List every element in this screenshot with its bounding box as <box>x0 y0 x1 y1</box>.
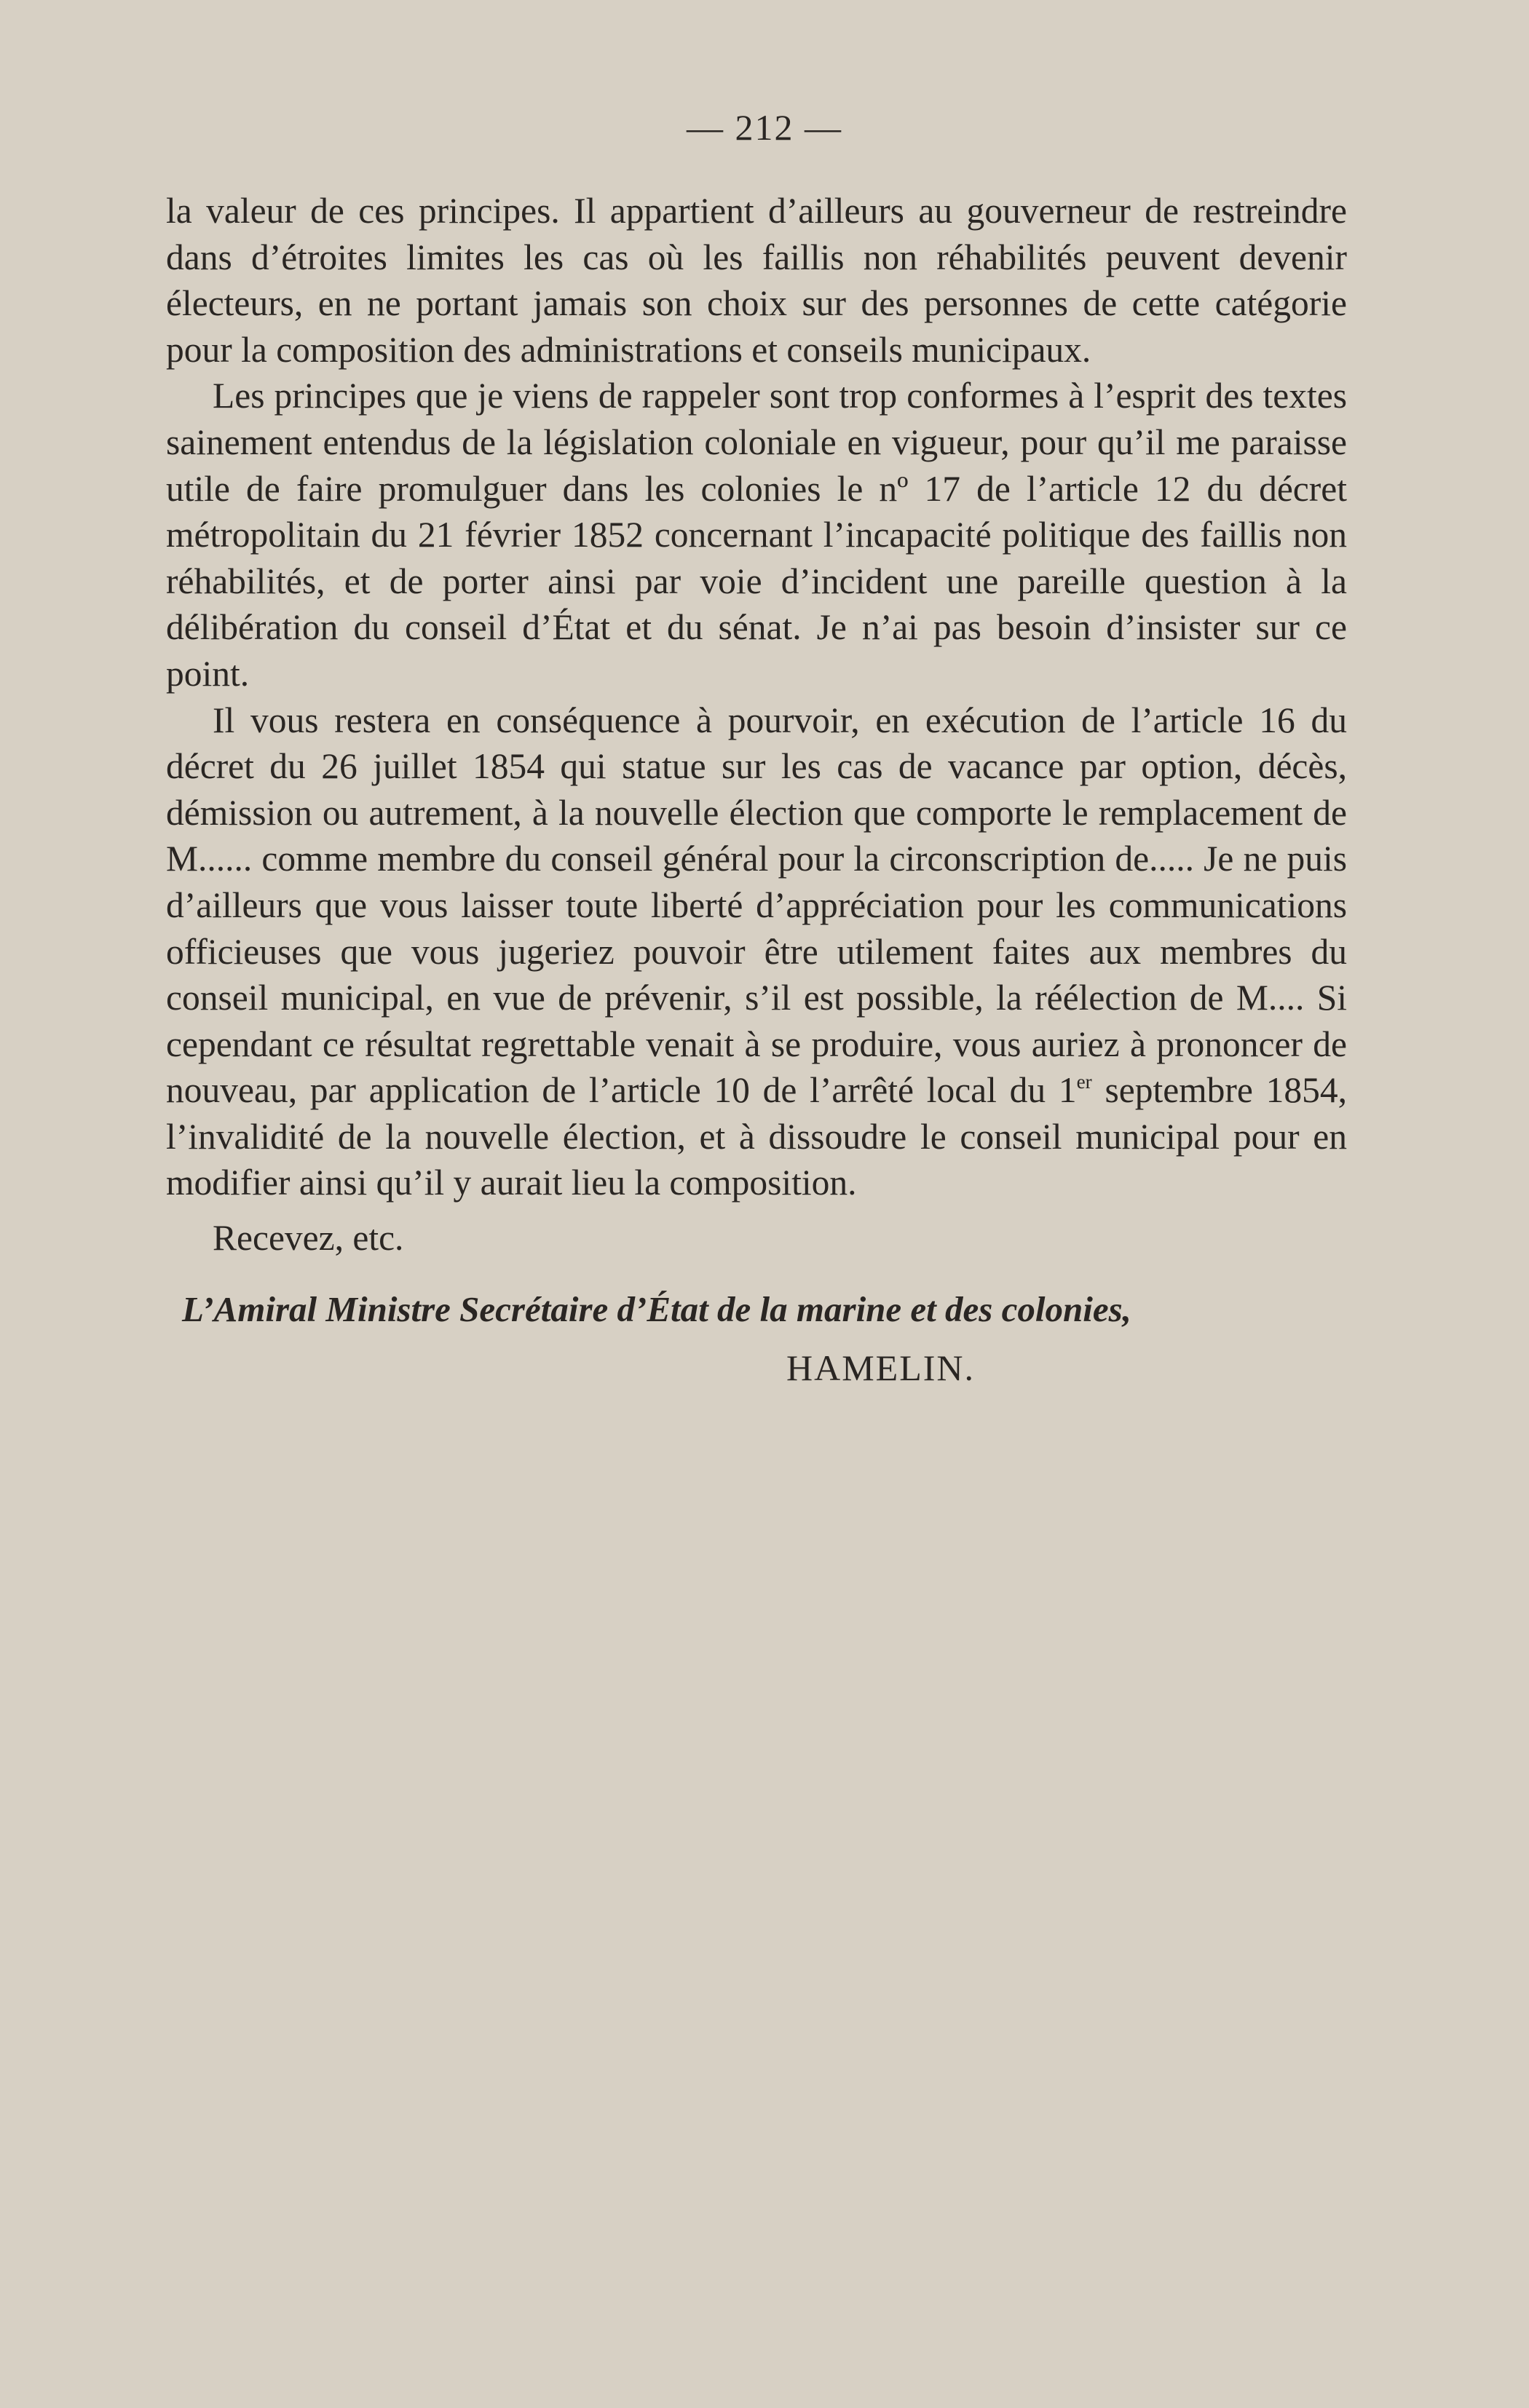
signature-title: L’Amiral Ministre Secrétaire d’État de la marine et des colonies, <box>182 1288 1131 1329</box>
signature-name: HAMELIN. <box>786 1347 976 1388</box>
letter-body <box>166 188 1347 1391</box>
closing-formula: Recevez, etc. <box>213 1218 404 1259</box>
paragraph-3-part-1: Il vous restera en conséquence à pourvoir, en exécution de l’article 16 du décret du 26 juillet 1854 qui statue sur les cas de vacance par option, décès, démission ou autrement, à la nouvelle élection que comporte le remplacement de M...... comme membre du conseil général pour la circonscription de..... Je ne puis d’ailleurs que vous laisser toute liberté d’appréciation pour les communications officieuses que vous jugeriez pouvoir être utilement faites aux membres du conseil municipal, en vue de prévenir, s’il est possible, la réélection de M.... Si cependant ce résultat regrettable venait à se produire, vous auriez à prononcer de nouveau, par application de l’article 10 de l’arrêté local du 1 <box>166 700 1347 1111</box>
page-number: — 212 — <box>687 107 842 148</box>
paragraph-3-part-2: septembre 1854, l’invalidité de la nouvelle élection, et à dissoudre le conseil municipal pour en modifier ainsi qu’il y aurait lieu la composition. <box>166 1070 1347 1203</box>
paragraph-3 <box>166 697 1347 1207</box>
paragraph-2: Les principes que je viens de rappeler sont trop conformes à l’esprit des textes sainement entendus de la législation coloniale en vigueur, pour qu’il me paraisse utile de faire promulguer dans les colonies le nº 17 de l’article 12 du décret métropolitain du 21 février 1852 concernant l’incapacité politique des faillis non réhabilités, et de porter ainsi par voie d’incident une pareille question à la délibération du conseil d’État et du sénat. Je n’ai pas besoin d’insister sur ce point. <box>166 376 1347 694</box>
paragraph-1: la valeur de ces principes. Il appartient d’ailleurs au gouverneur de restreindre dans d’étroites limites les cas où les faillis non réhabilités peuvent devenir électeurs, en ne portant jamais son choix sur des personnes de cette catégorie pour la composition des administrations et conseils municipaux. <box>166 191 1347 370</box>
ordinal-superscript: er <box>1076 1071 1092 1093</box>
